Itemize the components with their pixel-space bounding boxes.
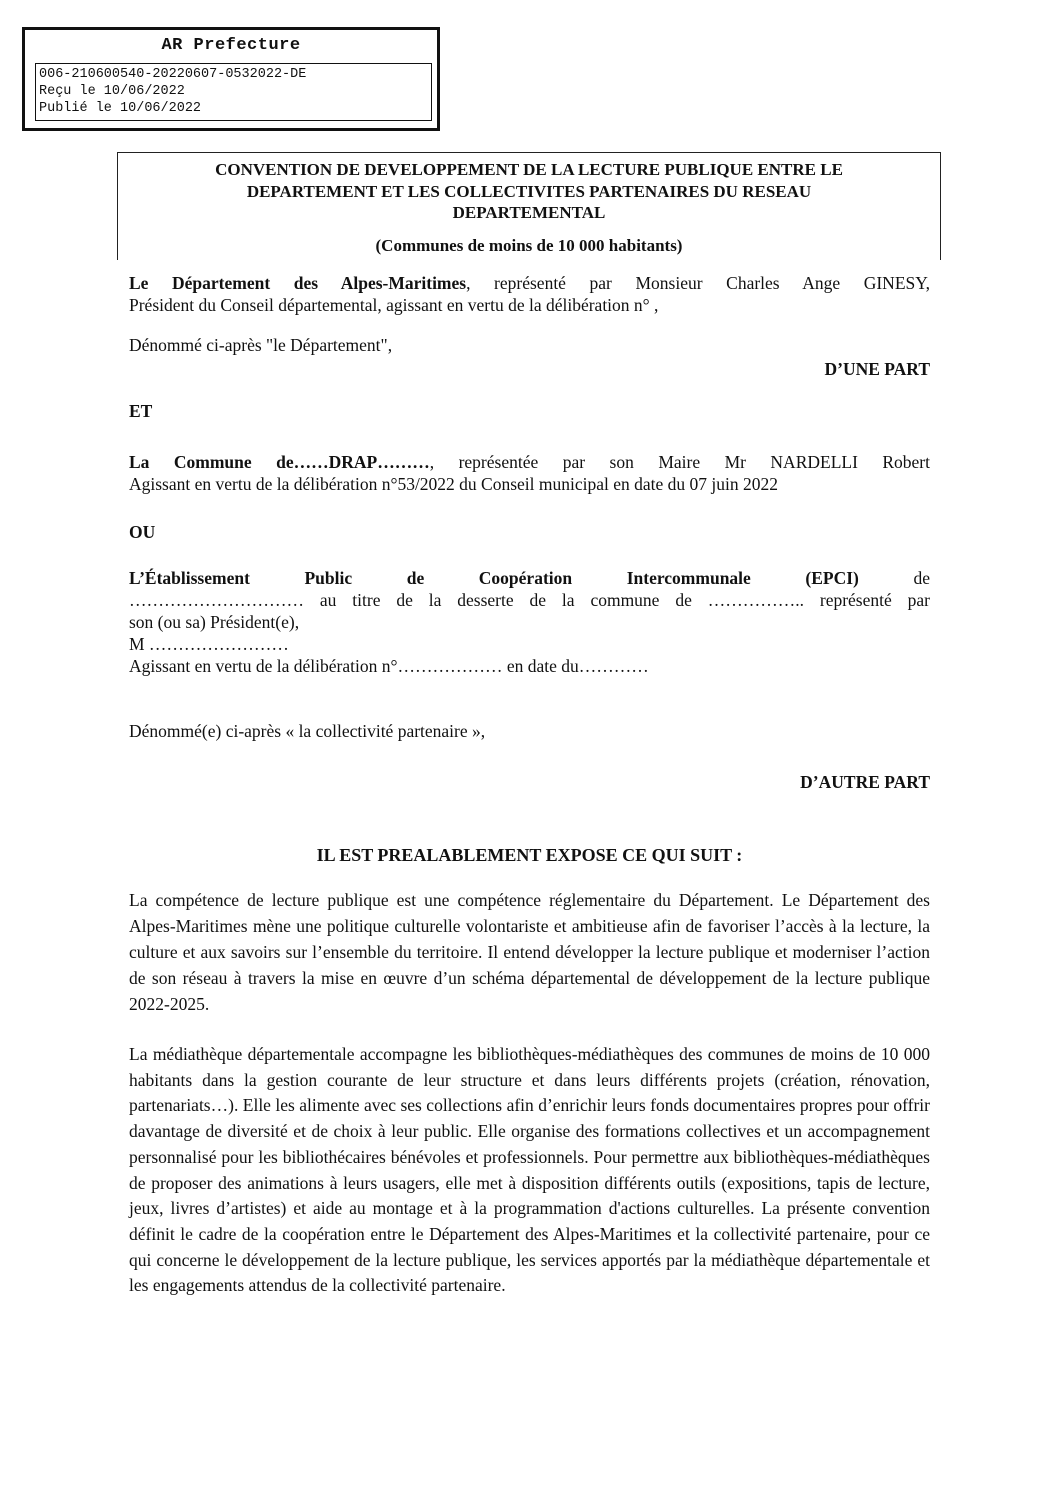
epci-word: Intercommunale [626,568,751,588]
commune-party [129,451,930,495]
epci-word: de [406,568,425,588]
department-name: Le Département des Alpes-Maritimes [129,273,467,293]
epci-word: de [913,568,930,588]
stamp-reference-box [35,63,432,121]
commune-name: La Commune de……DRAP……… [129,452,430,472]
first-party-label: D’UNE PART [824,359,930,379]
commune-line-1 [129,451,930,473]
epci-line-3: son (ou sa) Président(e), [129,612,300,632]
epci-denomination: Dénommé(e) ci-après « la collectivité partenaire », [129,721,486,741]
and-separator: ET [129,401,153,421]
stamp-received-date: Reçu le 10/06/2022 [39,84,185,99]
epci-line-4: M …………………… [129,634,289,654]
department-denomination: Dénommé ci-après "le Département", [129,335,393,355]
department-line-1 [129,272,930,294]
paragraph-1: La compétence de lecture publique est une compétence réglementaire du Département. Le Département des Alpes-Maritimes mène une politique culturelle volontariste et ambitieuse afin de favoriser l’accès à la lecture, la culture et aux savoirs sur l’ensemble du territoire. Il entend développer la lecture publique et moderniser l’action de son réseau à travers la mise en œuvre d’un schéma départemental de développement de la lecture publique 2022-2025. [129,890,930,1014]
section-heading: IL EST PREALABLEMENT EXPOSE CE QUI SUIT : [316,845,743,865]
stamp-published-date: Publié le 10/06/2022 [39,101,202,116]
department-representative: , représenté par Monsieur Charles Ange GINESY, [466,273,930,293]
paragraph-2: La médiathèque départementale accompagne les bibliothèques-médiathèques des communes de moins de 10 000 habitants dans la gestion courante de leur structure et dans leurs différents projets (création, rénovation, partenariats…). Elle les alimente avec ses collections afin d’enrichir leurs fonds documentaires propres pour offrir davantage de diversité et de choix à leur public. Elle organise des formations collectives et un accompagnement personnalisé pour les bibliothécaires bénévoles et professionnels. Pour permettre aux bibliothèques-médiathèques de proposer des animations à leurs usagers, elle met à disposition différents outils (expositions, tapis de lecture, jeux, livres d’artistes) et aide au montage et à la programmation d'actions culturelles. La présente convention définit le cadre de la coopération entre le Département des Alpes-Maritimes et la collectivité partenaire, pour ce qui concerne le développement de la lecture publique, les services apportés par la médiathèque départementale et les engagements attendus de la collectivité partenaire. [129,1044,930,1296]
title-line-1: CONVENTION DE DEVELOPPEMENT DE LA LECTURE PUBLIQUE ENTRE LE [215,160,843,179]
epci-party [129,567,930,677]
stamp-reference-number: 006-210600540-20220607-0532022-DE [39,67,307,82]
stamp-title: AR Prefecture [161,36,301,55]
epci-word: L’Établissement [129,568,250,588]
department-party [129,272,930,316]
title-line-3: DEPARTEMENTAL [452,203,606,222]
second-party-label: D’AUTRE PART [800,772,930,792]
commune-representative: , représentée par son Maire Mr NARDELLI Robert [429,452,930,472]
department-line-2: Président du Conseil départemental, agissant en vertu de la délibération n° , [129,295,659,315]
ar-prefecture-stamp [22,27,440,131]
or-separator: OU [129,522,156,542]
epci-word: (EPCI) [805,568,859,588]
convention-title-box [117,152,941,260]
epci-line-2: ………………………… au titre de la desserte de la commune de …………….. représenté par [129,590,930,610]
title-subtitle: (Communes de moins de 10 000 habitants) [375,235,683,255]
epci-word: Coopération [478,568,573,588]
epci-line-1 [129,567,930,589]
title-line-2: DEPARTEMENT ET LES COLLECTIVITES PARTENAIRES DU RESEAU [246,181,812,201]
commune-line-2: Agissant en vertu de la délibération n°53/2022 du Conseil municipal en date du 07 juin 2022 [129,474,779,494]
epci-line-5: Agissant en vertu de la délibération n°……………… en date du………… [129,656,649,676]
epci-word: Public [304,568,353,588]
